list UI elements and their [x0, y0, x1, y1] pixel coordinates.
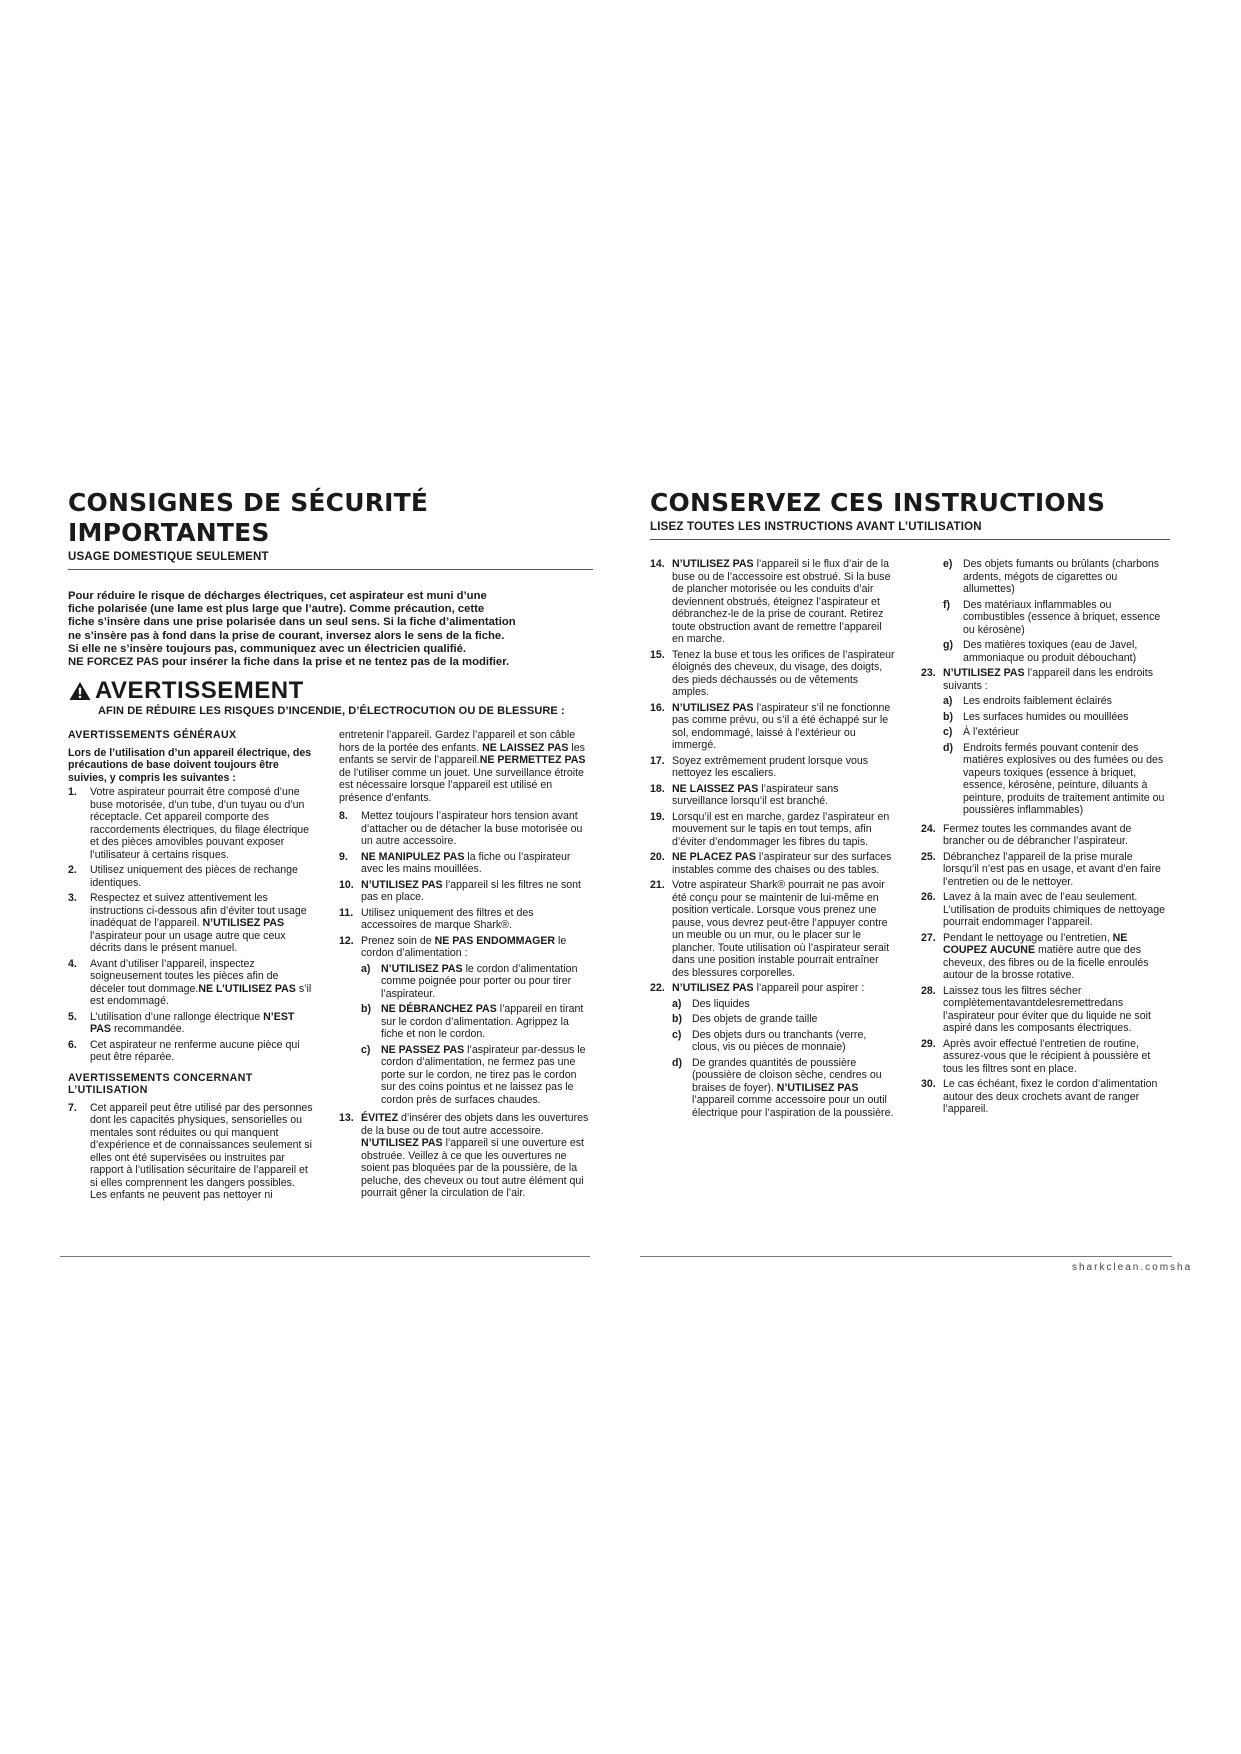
right-page: [650, 488, 1170, 1125]
divider: [68, 569, 593, 570]
list-item: 28. Laissez tous les filtres sécher complètementavantdelesremettredans l’aspirateur pour éviter que du liquide ne soit aspiré dans les composants électriques.: [921, 984, 1151, 1034]
list-item: 7. Cet appareil peut être utilisé par des personnes dont les capacités physiques, sensorielles ou mentales sont réduites ou qui manquent d’expérience et de connaissances seulement si elles ont été supervisées ou instruites par rapport à l’utilisation sécuritaire de l’appareil et si elles comprennent les dangers possibles. Les enfants ne peuvent pas nettoyer ni: [68, 1101, 313, 1202]
sub-item: c) Des objets durs ou tranchants (verre, clous, vis ou pièces de monnaie): [672, 1028, 867, 1053]
list-item: 29. Après avoir effectué l’entretien de routine, assurez-vous que le récipient à poussière et tous les filtres sont en place.: [921, 1037, 1151, 1075]
page-title: CONSIGNES DE SÉCURITÉ IMPORTANTES: [68, 488, 429, 547]
list-item: 18. NE LAISSEZ PAS l’aspirateur sans surveillance lorsqu’il est branché.: [650, 782, 839, 807]
list-item: 17. Soyez extrêmement prudent lorsque vous nettoyez les escaliers.: [650, 754, 869, 779]
warning-header: [68, 679, 593, 703]
list-item: 27. Pendant le nettoyage ou l’entretien, NE COUPEZ AUCUNE matière autre que des cheveux, des fibres ou de la ficelle enroulés autour de la brosse rotative.: [921, 931, 1149, 981]
sub-item: e) Des objets fumants ou brûlants (charbons ardents, mégots de cigarettes ou allumettes): [943, 558, 1160, 595]
list-item: 12. Prenez soin de NE PAS ENDOMMAGER le cordon d’alimentation : a) N’UTILISEZ PAS le cordon d’alimentation comme poignée pour porter ou pour tirer l’aspirateur. b) NE DÉBRANCHEZ PAS l’appareil en tirant sur le cordon d’alimentation. Agrippez la fiche et non le cordon. c) NE PASSEZ PAS l’aspirateur par-dessus le cordon d’alimentation, ne fermez pas une porte sur le cordon, ne tirez pas le cordon sur des coins pointus et ne laissez pas le cordon près de surfaces chaudes.: [339, 935, 591, 1110]
list-item: 8. Mettez toujours l’aspirateur hors tension avant d’attacher ou de détacher la buse motorisée ou un autre accessoire.: [339, 810, 583, 848]
warning-subtitle: AFIN DE RÉDUIRE LES RISQUES D’INCENDIE, D’ÉLECTROCUTION OU DE BLESSURE :: [98, 705, 565, 718]
list-item: 1. Votre aspirateur pourrait être composé d’une buse motorisée, d’un tube, d’un tuyau ou d’un réceptacle. Cet appareil comporte des raccordements électriques, du filage électrique et des pièces amovibles pouvant exposer l’utilisateur à certains risques.: [68, 786, 310, 861]
list-item: 15. Tenez la buse et tous les orifices de l’aspirateur éloignés des cheveux, du visage, des doigts, des pieds déchaussés ou de vêtements amples.: [650, 648, 895, 698]
list-item: 19. Lorsqu’il est en marche, gardez l’aspirateur en mouvement sur le tapis en tout temps, afin d’éviter d’endommager les fibres du tapis.: [650, 810, 890, 848]
warnings-columns: [68, 729, 593, 1205]
list-item: 25. Débranchez l’appareil de la prise murale lorsqu’il n’est pas en usage, et avant d’en faire l’entretien ou de le nettoyer.: [921, 850, 1161, 888]
list-item: 24. Fermez toutes les commandes avant de brancher ou de débrancher l’aspirateur.: [921, 822, 1132, 847]
item-7-continued: entretenir l’appareil. Gardez l’appareil et son câble hors de la portée des enfants. NE LAISSEZ PAS les enfants se servir de l’appareil.NE PERMETTEZ PAS de l’utiliser comme un jouet. Une surveillance étroite est nécessaire lorsque l’appareil est utilisé en présence d’enfants.: [339, 729, 586, 804]
sub-item: a) N’UTILISEZ PAS le cordon d’alimentation comme poignée pour porter ou pour tirer l’aspirateur.: [361, 962, 578, 1000]
list-item: 23. N’UTILISEZ PAS l’appareil dans les endroits suivants : a) Les endroits faiblement éclairés b) Les surfaces humides ou mouillées c) À l’extérieur d) Endroits fermés pouvant contenir des matières explosives ou des fumées ou des vapeurs toxiques (essence à briquet, essence, kérosène, peinture, diluants à peinture, produits de traitement antimite ou poussières inflammables): [921, 667, 1170, 820]
polarized-plug-notice: Pour réduire le risque de décharges électriques, cet aspirateur est muni d’une fiche polarisée (une lame est plus large que l’autre). Comme précaution, cette fiche s’insère dans une prise polarisée dans un seul sens. Si la fiche d’alimentation ne s’insère pas à fond dans la prise de courant, inversez alors le sens de la fiche. Si elle ne s’insère toujours pas, communiquez avec un électricien qualifié. NE FORCEZ PAS pour insérer la fiche dans la prise et ne tentez pas de la modifier.: [68, 590, 516, 669]
warning-title: AVERTISSEMENT: [95, 677, 304, 705]
sub-item: c) NE PASSEZ PAS l’aspirateur par-dessus le cordon d’alimentation, ne fermez pas une porte sur le cordon, ne tirez pas le cordon sur des coins pointus et ne laissez pas le cordon près de surfaces chaudes.: [361, 1043, 586, 1106]
list-item: 26. Lavez à la main avec de l’eau seulement. L’utilisation de produits chimiques de nettoyage pourrait endommager l’appareil.: [921, 891, 1166, 928]
page-subtitle: USAGE DOMESTIQUE SEULEMENT: [68, 551, 269, 563]
list-item: 21. Votre aspirateur Shark® pourrait ne pas avoir été conçu pour se maintenir de lui-même en position verticale. Lorsque vous prenez une pause, vous devrez peut-être l’appuyer contre un meuble ou un mur, ou le placer sur le plancher. Toute utilisation où l’aspirateur serait dans une position instable pourrait entraîner des blessures corporelles.: [650, 879, 890, 979]
bottom-divider-right: [640, 1256, 1172, 1257]
right-column-1: [650, 558, 895, 1125]
sub-item: b) Des objets de grande taille: [672, 1013, 818, 1025]
list-item: 6. Cet aspirateur ne renferme aucune pièce qui peut être réparée.: [68, 1038, 300, 1064]
middle-column: [339, 729, 591, 1205]
sub-item: b) Les surfaces humides ou mouillées: [943, 710, 1129, 723]
page-subtitle: LISEZ TOUTES LES INSTRUCTIONS AVANT L’UTILISATION: [650, 521, 982, 533]
list-item: 2. Utilisez uniquement des pièces de rechange identiques.: [68, 864, 298, 889]
list-item: 16. N’UTILISEZ PAS l’aspirateur s’il ne fonctionne pas comme prévu, ou s’il a été échappé sur le sol, endommagé, laissé à l’extérieur ou immergé.: [650, 701, 891, 751]
usage-warnings-heading: AVERTISSEMENTS CONCERNANT L’UTILISATION: [68, 1071, 253, 1097]
general-lead: Lors de l’utilisation d’un appareil électrique, des précautions de base doivent toujours être suivies, y compris les suivantes :: [68, 746, 312, 784]
sub-item: a) Des liquides: [672, 997, 750, 1010]
list-item: 4. Avant d’utiliser l’appareil, inspectez soigneusement toutes les pièces afin de déceler tout dommage.NE L’UTILISEZ PAS s’il est endommagé.: [68, 957, 312, 1008]
right-column-2: [921, 558, 1170, 1125]
list-item: 3. Respectez et suivez attentivement les instructions ci-dessous afin d’éviter tout usage inadéquat de l’appareil. N’UTILISEZ PAS l’aspirateur pour un usage autre que ceux décrits dans le présent manuel.: [68, 892, 307, 955]
instructions-columns: [650, 558, 1170, 1125]
left-column: [68, 729, 313, 1205]
sub-item: f) Des matériaux inflammables ou combustibles (essence à briquet, essence ou kérosène): [943, 598, 1161, 636]
list-item: 13. ÉVITEZ d’insérer des objets dans les ouvertures de la buse ou de tout autre accessoire. N’UTILISEZ PAS l’appareil si une ouverture est obstruée. Veillez à ce que les ouvertures ne soient pas bloquées par de la poussière, de la peluche, des cheveux ou tout autre élément qui pourrait gêner la circulation de l’air.: [339, 1112, 589, 1200]
general-warnings-heading: AVERTISSEMENTS GÉNÉRAUX: [68, 729, 237, 742]
list-item: 5. L’utilisation d’une rallonge électrique N’EST PAS recommandée.: [68, 1010, 295, 1036]
list-item: 10. N’UTILISEZ PAS l’appareil si les filtres ne sont pas en place.: [339, 878, 581, 904]
list-item: 20. NE PLACEZ PAS l’aspirateur sur des surfaces instables comme des chaises ou des tables.: [650, 851, 892, 876]
sub-item: d) Endroits fermés pouvant contenir des matières explosives ou des fumées ou des vapeurs toxiques (essence à briquet, essence, kérosène, peinture, diluants à peinture, produits de traitement antimite ou poussières inflammables): [943, 741, 1165, 816]
sub-item: a) Les endroits faiblement éclairés: [943, 695, 1112, 707]
sub-item: d) De grandes quantités de poussière (poussière de cloison sèche, cendres ou braises de foyer). N’UTILISEZ PAS l’appareil comme accessoire pour un outil électrique pour l’aspiration de la poussière.: [672, 1056, 894, 1119]
sub-item: g) Des matières toxiques (eau de Javel, ammoniaque ou produit débouchant): [943, 639, 1138, 664]
left-page: [68, 488, 593, 1205]
list-item: 14. N’UTILISEZ PAS l’appareil si le flux d’air de la buse ou de l’accessoire est obstrué. Si la buse de plancher motorisée ou les conduits d’air deviennent obstrués, éteignez l’aspirateur et débranchez-le de la prise de courant. Retirez toute obstruction avant de remettre l’appareil en marche.: [650, 558, 891, 645]
sub-item: c) À l’extérieur: [943, 726, 1019, 738]
warning-triangle-icon: [68, 681, 92, 701]
bottom-divider-left: [60, 1256, 590, 1257]
item-22-continued: [943, 558, 1170, 664]
list-item: 11. Utilisez uniquement des filtres et des accessoires de marque Shark®.: [339, 906, 534, 932]
page-title: CONSERVEZ CES INSTRUCTIONS: [650, 488, 1106, 517]
list-item: 22. N’UTILISEZ PAS l’appareil pour aspirer : a) Des liquides b) Des objets de grande taille c) Des objets durs ou tranchants (verre, clous, vis ou pièces de monnaie) d) De grandes quantités de poussière (poussière de cloison sèche, cendres ou braises de foyer). N’UTILISEZ PAS l’appareil comme accessoire pour un outil électrique pour l’aspiration de la poussière.: [650, 982, 894, 1119]
footer-url: sharkclean.comsha: [1072, 1262, 1193, 1273]
list-item: 9. NE MANIPULEZ PAS la fiche ou l’aspirateur avec les mains mouillées.: [339, 850, 571, 876]
divider: [650, 539, 1170, 540]
sub-item: b) NE DÉBRANCHEZ PAS l’appareil en tirant sur le cordon d’alimentation. Agrippez la fiche et non le cordon.: [361, 1003, 584, 1041]
list-item: 30. Le cas échéant, fixez le cordon d’alimentation autour des deux crochets avant de ranger l’appareil.: [921, 1078, 1158, 1115]
